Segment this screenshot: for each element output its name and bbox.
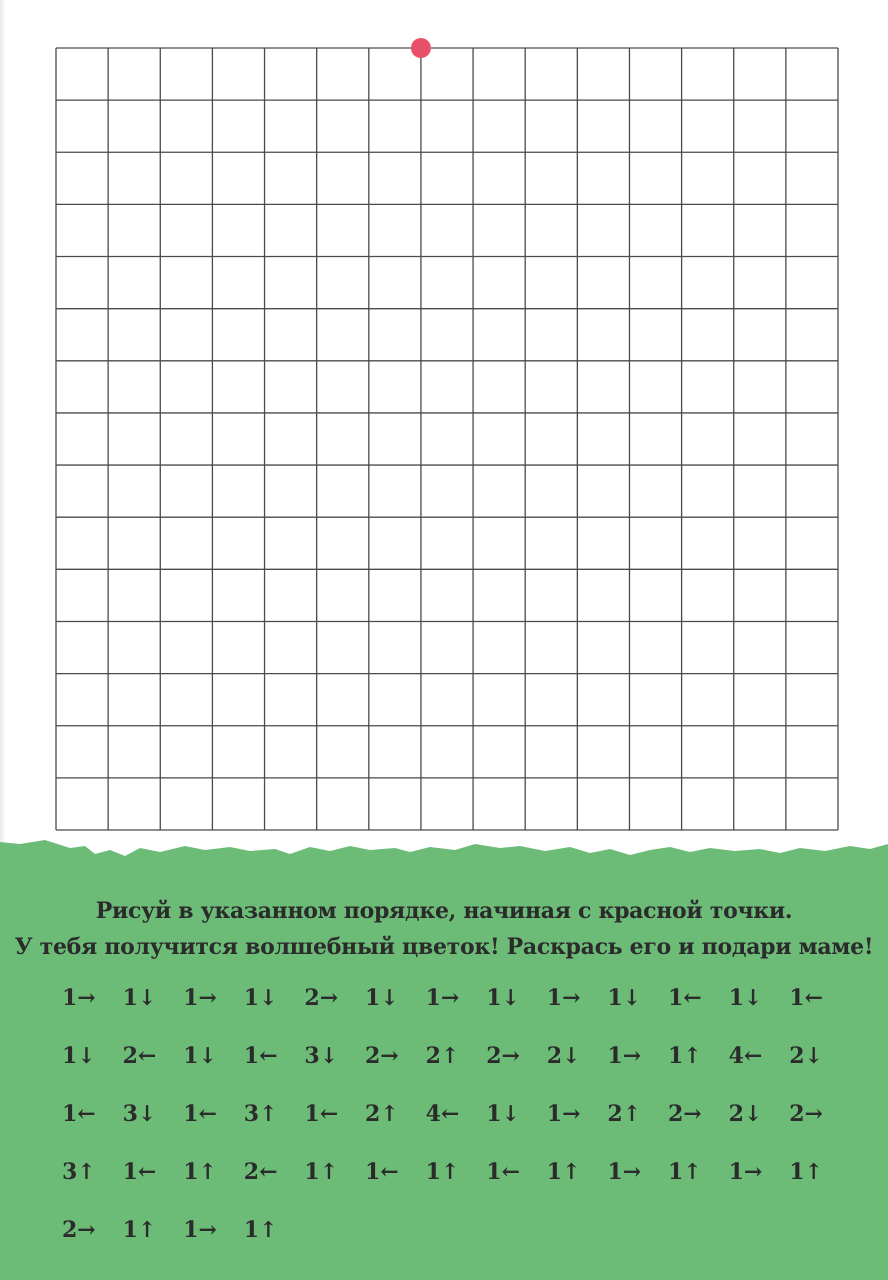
move-step: 1→: [607, 1159, 642, 1185]
move-row: [62, 985, 862, 1043]
move-step: 1←: [183, 1101, 217, 1127]
move-step: 3↓: [304, 1043, 339, 1069]
move-step: 1←: [365, 1159, 399, 1185]
move-step: 1←: [304, 1101, 339, 1127]
move-step: 2→: [789, 1101, 823, 1127]
move-step: 1↑: [789, 1159, 823, 1185]
move-step: 3↑: [62, 1159, 96, 1185]
move-step: 3↓: [122, 1101, 157, 1127]
move-step: 4←: [425, 1101, 460, 1127]
move-step: 2←: [243, 1159, 278, 1185]
instructions: [0, 893, 888, 965]
move-step: 2←: [122, 1043, 157, 1069]
move-step: 1↓: [728, 985, 763, 1011]
move-step: 1↑: [668, 1159, 702, 1185]
move-step: 1→: [728, 1159, 763, 1185]
move-step: 2→: [365, 1043, 399, 1069]
move-step: 1↑: [243, 1217, 278, 1243]
move-step: 1←: [122, 1159, 157, 1185]
move-step: 1↓: [365, 985, 399, 1011]
move-step: 1↓: [243, 985, 278, 1011]
move-step: 2↑: [425, 1043, 460, 1069]
move-row: [62, 1217, 862, 1275]
move-step: 2↑: [365, 1101, 399, 1127]
move-step: 1→: [607, 1043, 642, 1069]
move-row: [62, 1043, 862, 1101]
move-step: 1→: [183, 985, 217, 1011]
move-step: 1↑: [122, 1217, 157, 1243]
move-step: 2↓: [728, 1101, 763, 1127]
move-step: 1↑: [304, 1159, 339, 1185]
instruction-line-2: У тебя получится волшебный цветок! Раскрась его и подари маме!: [14, 934, 874, 960]
move-step: 1↓: [607, 985, 642, 1011]
move-step: 1↓: [122, 985, 157, 1011]
move-step: 2↑: [607, 1101, 642, 1127]
move-step: 1↑: [183, 1159, 217, 1185]
move-step: 2→: [668, 1101, 702, 1127]
move-step: 2→: [486, 1043, 520, 1069]
move-step: 4←: [728, 1043, 763, 1069]
start-red-dot: [411, 38, 431, 58]
move-step: 2→: [62, 1217, 96, 1243]
move-step: 1→: [546, 985, 581, 1011]
move-step: 1→: [546, 1101, 581, 1127]
move-step: 1↓: [183, 1043, 217, 1069]
move-step: 1↓: [486, 1101, 520, 1127]
move-step: 1←: [789, 985, 823, 1011]
move-sequence: [62, 985, 862, 1275]
move-row: [62, 1101, 862, 1159]
move-step: 1←: [62, 1101, 96, 1127]
move-step: 3↑: [243, 1101, 278, 1127]
move-row: [62, 1159, 862, 1217]
move-step: 2↓: [546, 1043, 581, 1069]
move-step: 1←: [243, 1043, 278, 1069]
move-step: 1←: [486, 1159, 520, 1185]
move-step: 2→: [304, 985, 339, 1011]
move-step: 1←: [668, 985, 702, 1011]
instruction-line-1: Рисуй в указанном порядке, начиная с красной точки.: [95, 898, 793, 924]
move-step: 1→: [62, 985, 96, 1011]
move-step: 1→: [183, 1217, 217, 1243]
move-step: 1↑: [425, 1159, 460, 1185]
move-step: 1↓: [486, 985, 520, 1011]
move-step: 1↓: [62, 1043, 96, 1069]
move-step: 2↓: [789, 1043, 823, 1069]
move-step: 1↑: [546, 1159, 581, 1185]
move-step: 1→: [425, 985, 460, 1011]
move-step: 1↑: [668, 1043, 702, 1069]
